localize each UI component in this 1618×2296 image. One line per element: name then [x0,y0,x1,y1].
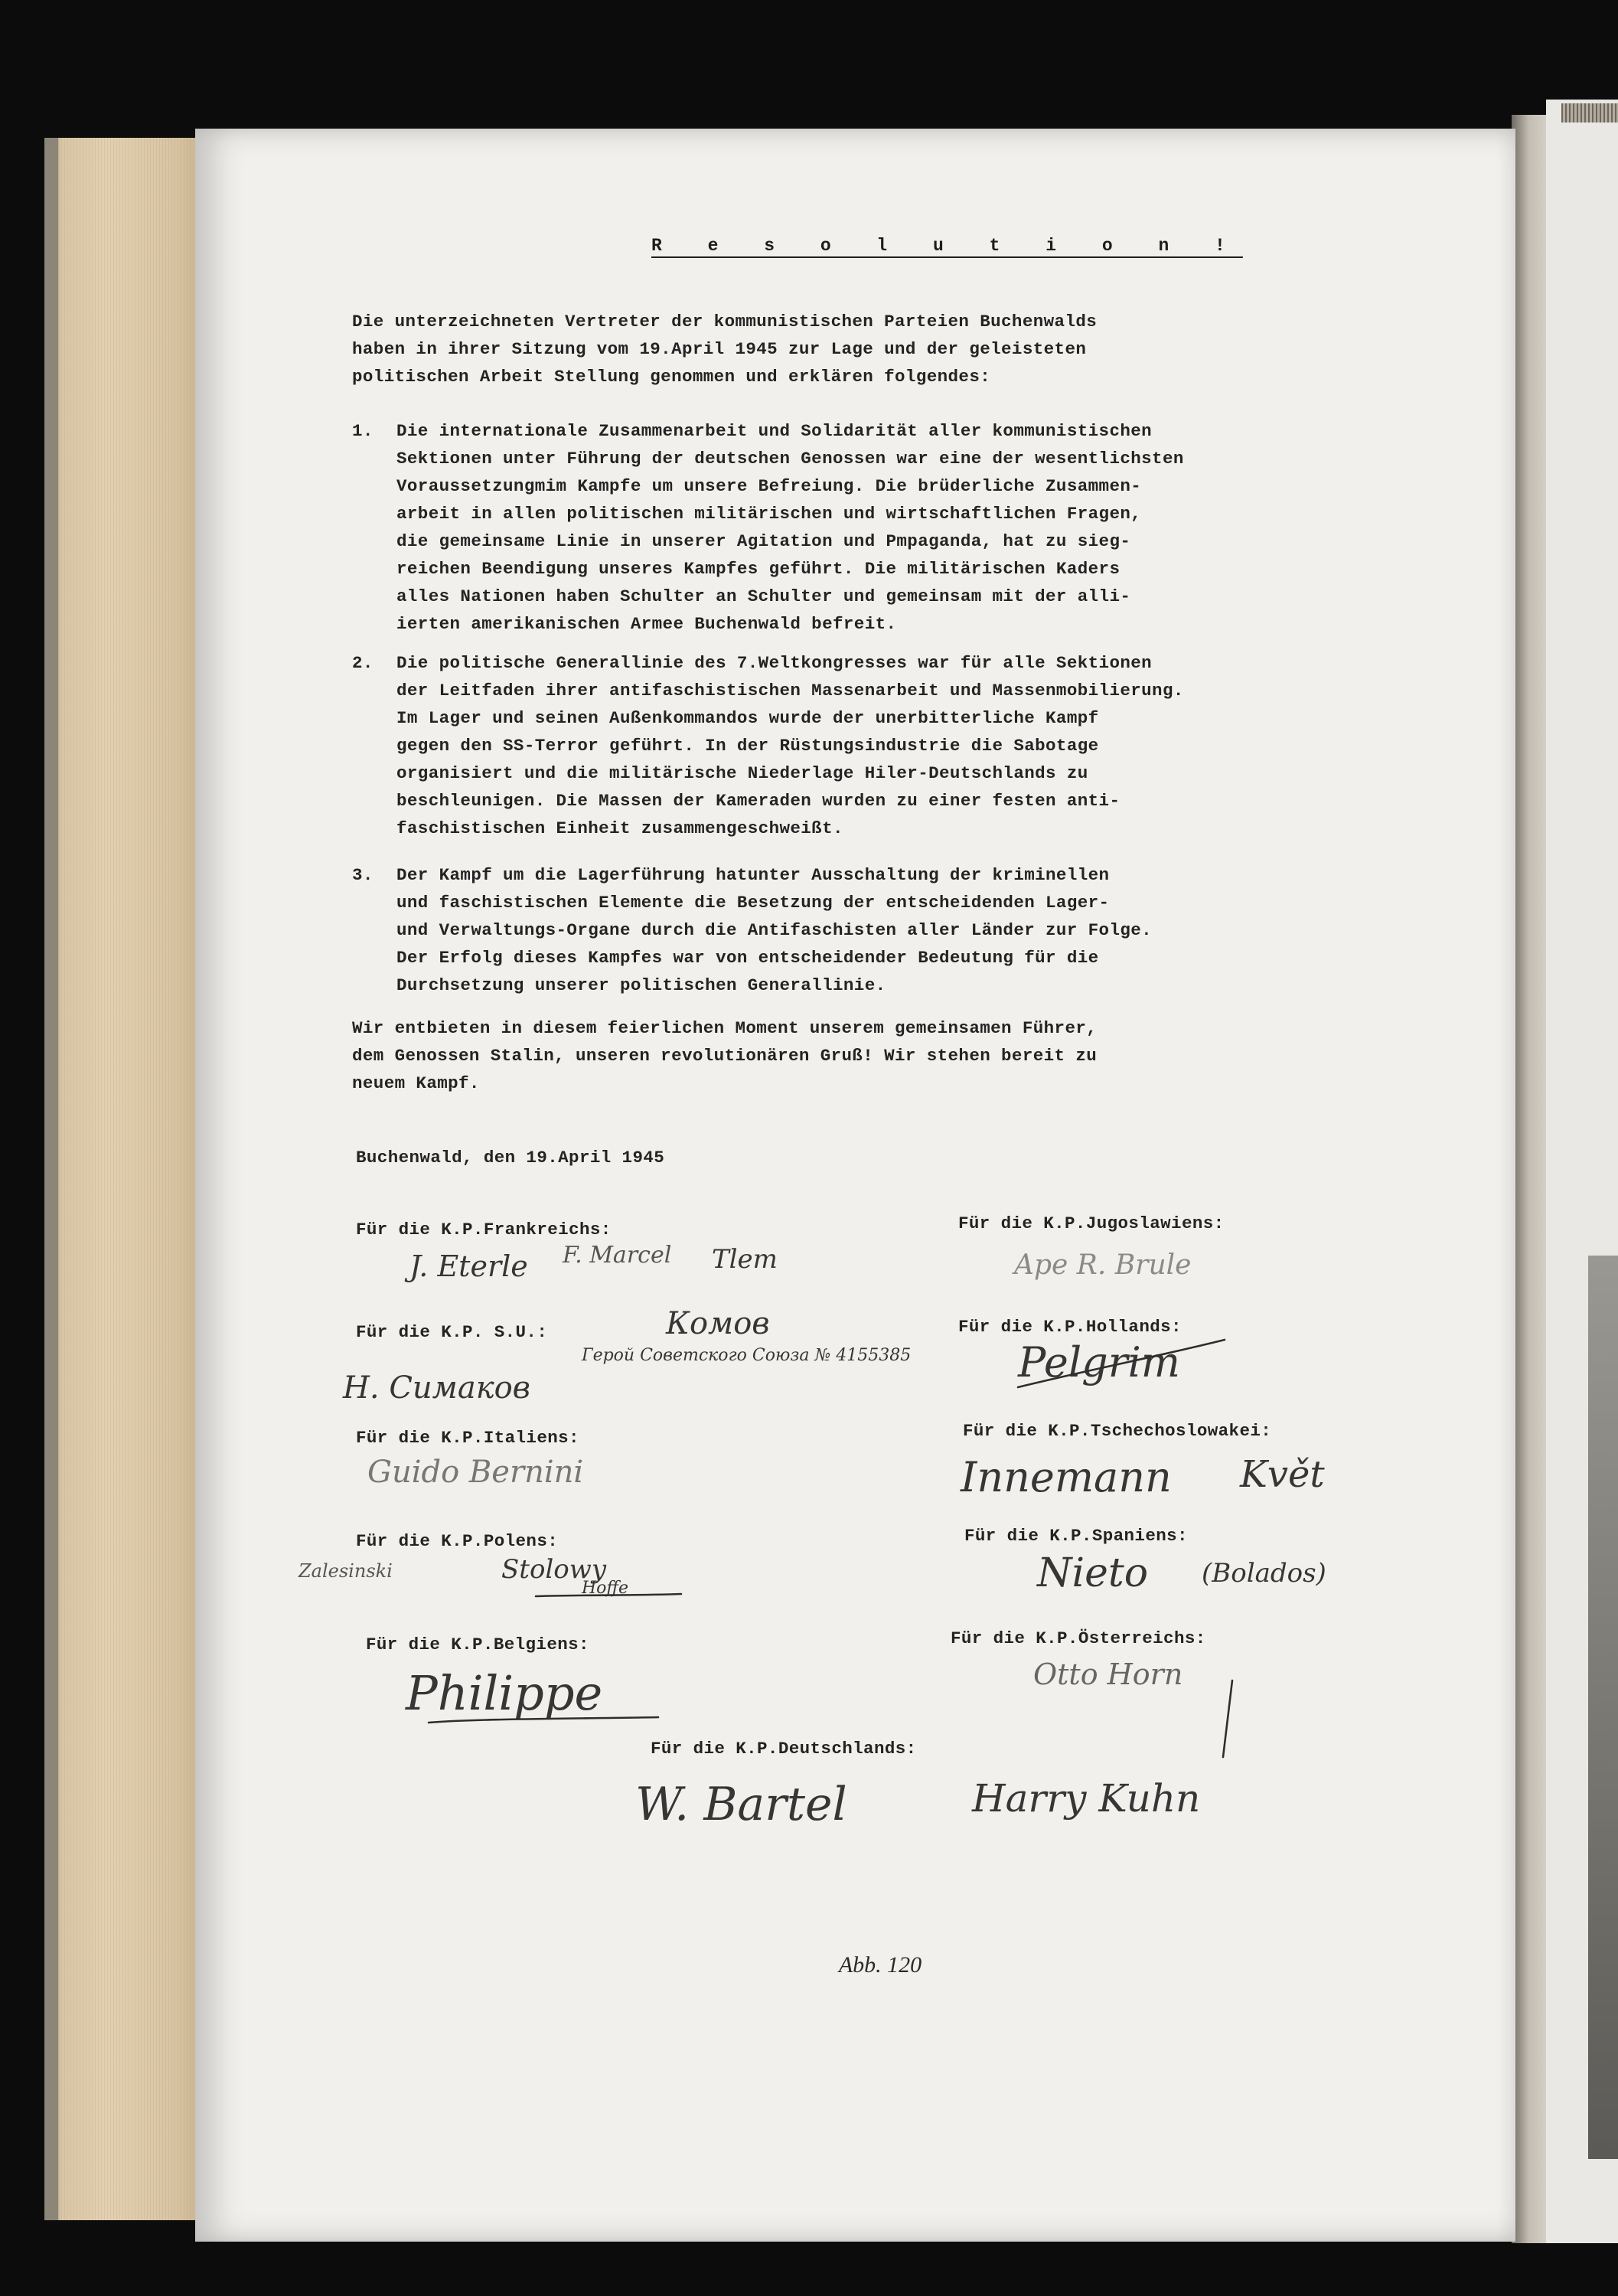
signature-yugoslavia: Ape R. Brule [1014,1249,1192,1281]
closing-line: dem Genossen Stalin, unseren revolutionären Gruß! Wir stehen bereit zu [352,1046,1098,1066]
signature-czechoslovakia-2: Květ [1240,1453,1325,1496]
signature-spain-2: (Bolados) [1202,1558,1326,1589]
point-line: gegen den SS-Terror geführt. In der Rüstungsindustrie die Sabotage [396,736,1099,756]
point-line: organisiert und die militärische Niederlage Hiler-Deutschlands zu [396,763,1088,783]
label-germany: Für die K.P.Deutschlands: [651,1739,917,1759]
signature-poland-1: Zalesinski [298,1560,393,1582]
point-line: Der Erfolg dieses Kampfes war von entscheidender Bedeutung für die [396,948,1099,968]
document-title: R e s o l u t i o n ! [651,236,1243,256]
point-line: arbeit in allen politischen militärischen und wirtschaftlichen Fragen, [396,504,1142,524]
signature-france-2: F. Marcel [563,1242,672,1269]
point-line: reichen Beendigung unseres Kampfes geführt. Die militärischen Kaders [396,559,1121,579]
intro-line: haben in ihrer Sitzung vom 19.April 1945 zur Lage und der geleisteten [352,339,1087,359]
point-line: Sektionen unter Führung der deutschen Genossen war eine der wesentlichsten [396,449,1184,469]
point-line: Der Kampf um die Lagerführung hatunter Ausschaltung der kriminellen [396,865,1110,885]
label-czechoslovakia: Für die K.P.Tschechoslowakei: [963,1421,1272,1441]
signature-poland-2: Stolowy [501,1554,607,1585]
point-line: alles Nationen haben Schulter an Schulter und gemeinsam mit der alli- [396,586,1131,606]
figure-caption: Abb. 120 [838,1952,922,1978]
label-austria: Für die K.P.Österreichs: [951,1628,1206,1648]
signature-soviet-1: Комов [666,1306,770,1341]
signature-czechoslovakia-1: Innemann [961,1453,1172,1501]
point-line: beschleunigen. Die Massen der Kameraden wurden zu einer festen anti- [396,791,1121,811]
signature-germany-1: W. Bartel [635,1778,847,1831]
label-holland: Für die K.P.Hollands: [958,1317,1182,1337]
signature-spain-1: Nieto [1037,1550,1149,1596]
label-france: Für die K.P.Frankreichs: [356,1220,612,1239]
closing-line: Wir entbieten in diesem feierlichen Moment unserem gemeinsamen Führer, [352,1018,1098,1038]
point-line: und Verwaltungs-Organe durch die Antifaschisten aller Länder zur Folge. [396,920,1153,940]
point-line: der Leitfaden ihrer antifaschistischen Massenarbeit und Massenmobilierung. [396,681,1184,701]
signature-holland: Pelgrim [1018,1338,1180,1386]
point-line: Die internationale Zusammenarbeit und Solidarität aller kommunistischen [396,421,1153,441]
intro-line: politischen Arbeit Stellung genommen und erklären folgendes: [352,367,991,387]
place-date: Buchenwald, den 19.April 1945 [356,1148,665,1168]
signature-austria: Otto Horn [1033,1657,1183,1691]
label-spain: Für die K.P.Spaniens: [964,1526,1188,1546]
point-line: faschistischen Einheit zusammengeschweißt. [396,818,843,838]
signature-poland-3: Hoffe [582,1579,629,1598]
signature-italy: Guido Bernini [367,1455,584,1490]
signature-france-1: J. Eterle [409,1249,528,1283]
point-line: Im Lager und seinen Außenkommandos wurde der unerbitterliche Kampf [396,708,1099,728]
signature-soviet-2: Герой Советского Союза № 4155385 [582,1346,912,1365]
label-yugoslavia: Für die K.P.Jugoslawiens: [958,1213,1225,1233]
signature-soviet-3: Н. Симаков [343,1370,530,1406]
closing-line: neuem Kampf. [352,1073,480,1093]
point-line: Durchsetzung unserer politischen Generallinie. [396,975,886,995]
austria-signature-stroke [1223,1680,1232,1757]
point-number: 1. [352,421,374,441]
label-belgium: Für die K.P.Belgiens: [366,1635,589,1654]
label-italy: Für die K.P.Italiens: [356,1428,579,1448]
label-poland: Für die K.P.Polens: [356,1531,559,1551]
signature-belgium: Philippe [406,1665,603,1721]
belgium-signature-underline [429,1717,658,1723]
point-line: und faschistischen Elemente die Besetzung der entscheidenden Lager- [396,893,1110,913]
point-line: die gemeinsame Linie in unserer Agitation und Pmpaganda, hat zu sieg- [396,531,1131,551]
point-number: 2. [352,653,374,673]
point-line: Die politische Generallinie des 7.Weltkongresses war für alle Sektionen [396,653,1153,673]
point-number: 3. [352,865,374,885]
label-soviet-union: Für die K.P. S.U.: [356,1322,548,1342]
intro-line: Die unterzeichneten Vertreter der kommunistischen Parteien Buchenwalds [352,312,1098,331]
point-line: ierten amerikanischen Armee Buchenwald befreit. [396,614,897,634]
poland-signature-underline [536,1594,681,1596]
signature-germany-2: Harry Kuhn [972,1776,1201,1821]
signature-france-3: Tlem [712,1244,778,1275]
point-line: Voraussetzungmim Kampfe um unsere Befreiung. Die brüderliche Zusammen- [396,476,1142,496]
holland-signature-underline [1018,1340,1225,1387]
